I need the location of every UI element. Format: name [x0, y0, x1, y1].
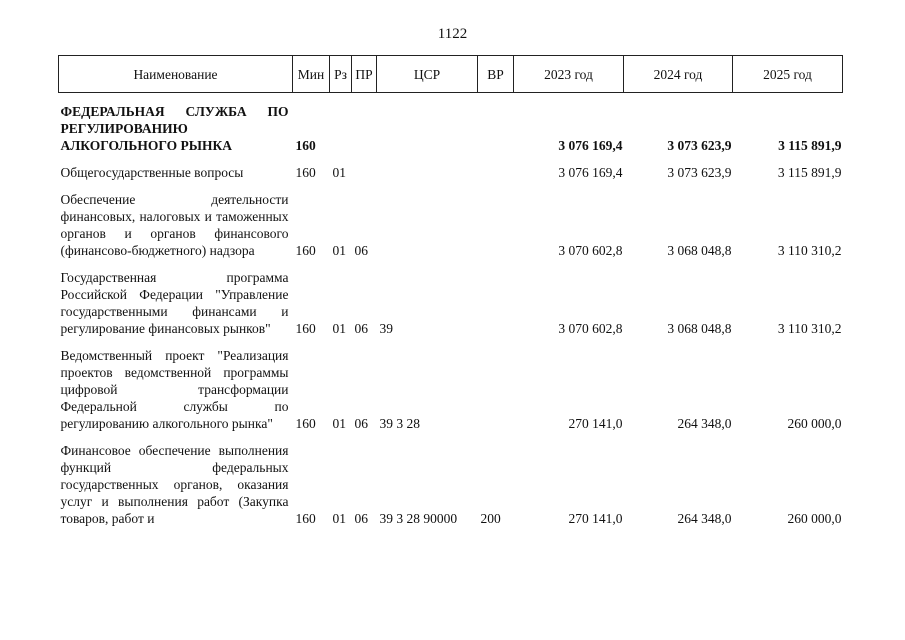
row-pr — [352, 103, 377, 154]
row-pr: 06 — [354, 511, 368, 526]
budget-table — [58, 55, 843, 527]
row-name: Государственная программа Российской Федерации "Управление государственными финансами и регулирование финансовых рынков" — [60, 270, 289, 336]
row-value-2024: 3 068 048,8 — [667, 243, 732, 258]
row-value-2024: 264 348,0 — [677, 416, 732, 431]
row-rz: 01 — [332, 321, 346, 336]
row-spacer — [59, 93, 843, 104]
row-min: 160 — [295, 243, 316, 258]
header-2025: 2025 год — [733, 56, 843, 93]
row-name: ФЕДЕРАЛЬНАЯ СЛУЖБА ПО РЕГУЛИРОВАНИЮ АЛКОГОЛЬНОГО РЫНКА — [60, 104, 289, 153]
row-pr: 06 — [354, 416, 368, 431]
table-row — [59, 164, 843, 181]
row-spacer — [59, 154, 843, 164]
row-name: Обеспечение деятельности финансовых, налоговых и таможенных органов и органов финансового (финансово-бюджетного) надзора — [60, 192, 289, 258]
row-value-2023: 3 076 169,4 — [558, 138, 623, 153]
row-value-2023: 3 070 602,8 — [558, 243, 623, 258]
row-spacer — [59, 337, 843, 347]
row-spacer-cell — [59, 93, 843, 104]
row-vr — [478, 191, 514, 259]
page-number: 1122 — [437, 26, 468, 42]
header-vr: ВР — [478, 56, 514, 93]
row-value-2025: 3 110 310,2 — [777, 321, 842, 336]
header-name: Наименование — [59, 56, 293, 93]
row-rz: 01 — [332, 416, 346, 431]
row-min: 160 — [295, 511, 316, 526]
row-min: 160 — [295, 165, 316, 180]
row-pr: 06 — [354, 321, 368, 336]
row-spacer-cell — [59, 154, 843, 164]
row-value-2024: 3 073 623,9 — [667, 165, 732, 180]
row-name: Общегосударственные вопросы — [60, 165, 244, 180]
row-value-2025: 3 115 891,9 — [778, 138, 842, 153]
table-header-row — [59, 56, 843, 93]
header-2023: 2023 год — [514, 56, 624, 93]
row-rz — [330, 103, 352, 154]
row-spacer-cell — [59, 181, 843, 191]
row-csr — [377, 103, 478, 154]
row-min: 160 — [295, 416, 316, 431]
row-vr — [478, 164, 514, 181]
header-min: Мин — [293, 56, 330, 93]
row-spacer — [59, 259, 843, 269]
row-csr: 39 — [379, 321, 393, 336]
row-spacer-cell — [59, 337, 843, 347]
table-row — [59, 103, 843, 154]
row-min: 160 — [295, 321, 316, 336]
row-rz: 01 — [332, 243, 346, 258]
row-value-2024: 264 348,0 — [677, 511, 732, 526]
row-vr: 200 — [480, 511, 501, 526]
table-body — [59, 93, 843, 528]
row-csr: 39 3 28 — [379, 416, 420, 431]
row-value-2025: 260 000,0 — [787, 511, 842, 526]
row-value-2023: 270 141,0 — [568, 511, 623, 526]
row-spacer-cell — [59, 432, 843, 442]
row-min: 160 — [295, 138, 316, 153]
header-rz: Рз — [330, 56, 352, 93]
row-value-2024: 3 073 623,9 — [667, 138, 732, 153]
row-vr — [478, 103, 514, 154]
row-rz: 01 — [332, 511, 346, 526]
table-row — [59, 442, 843, 527]
row-value-2023: 270 141,0 — [568, 416, 623, 431]
header-csr: ЦСР — [377, 56, 478, 93]
row-value-2025: 260 000,0 — [787, 416, 842, 431]
row-rz: 01 — [332, 165, 346, 180]
row-pr — [352, 164, 377, 181]
row-value-2023: 3 070 602,8 — [558, 321, 623, 336]
header-2024: 2024 год — [624, 56, 733, 93]
row-spacer — [59, 181, 843, 191]
row-vr — [478, 347, 514, 432]
row-spacer — [59, 432, 843, 442]
row-value-2025: 3 115 891,9 — [777, 165, 842, 180]
row-value-2024: 3 068 048,8 — [667, 321, 732, 336]
row-csr: 39 3 28 90000 — [379, 511, 458, 526]
row-name: Ведомственный проект "Реализация проектов ведомственной программы цифровой трансформации Федеральной службы по регулированию алкогольного рынка" — [60, 348, 289, 431]
row-vr — [478, 269, 514, 337]
row-name: Финансовое обеспечение выполнения функций федеральных государственных органов, оказания услуг и выполнения работ (Закупка товаров, работ и — [60, 443, 289, 526]
table-row — [59, 269, 843, 337]
table-row — [59, 347, 843, 432]
table-row — [59, 191, 843, 259]
header-pr: ПР — [352, 56, 377, 93]
row-csr — [377, 164, 478, 181]
row-value-2025: 3 110 310,2 — [777, 243, 842, 258]
row-spacer-cell — [59, 259, 843, 269]
row-value-2023: 3 076 169,4 — [558, 165, 623, 180]
row-pr: 06 — [354, 243, 368, 258]
row-csr — [377, 191, 478, 259]
